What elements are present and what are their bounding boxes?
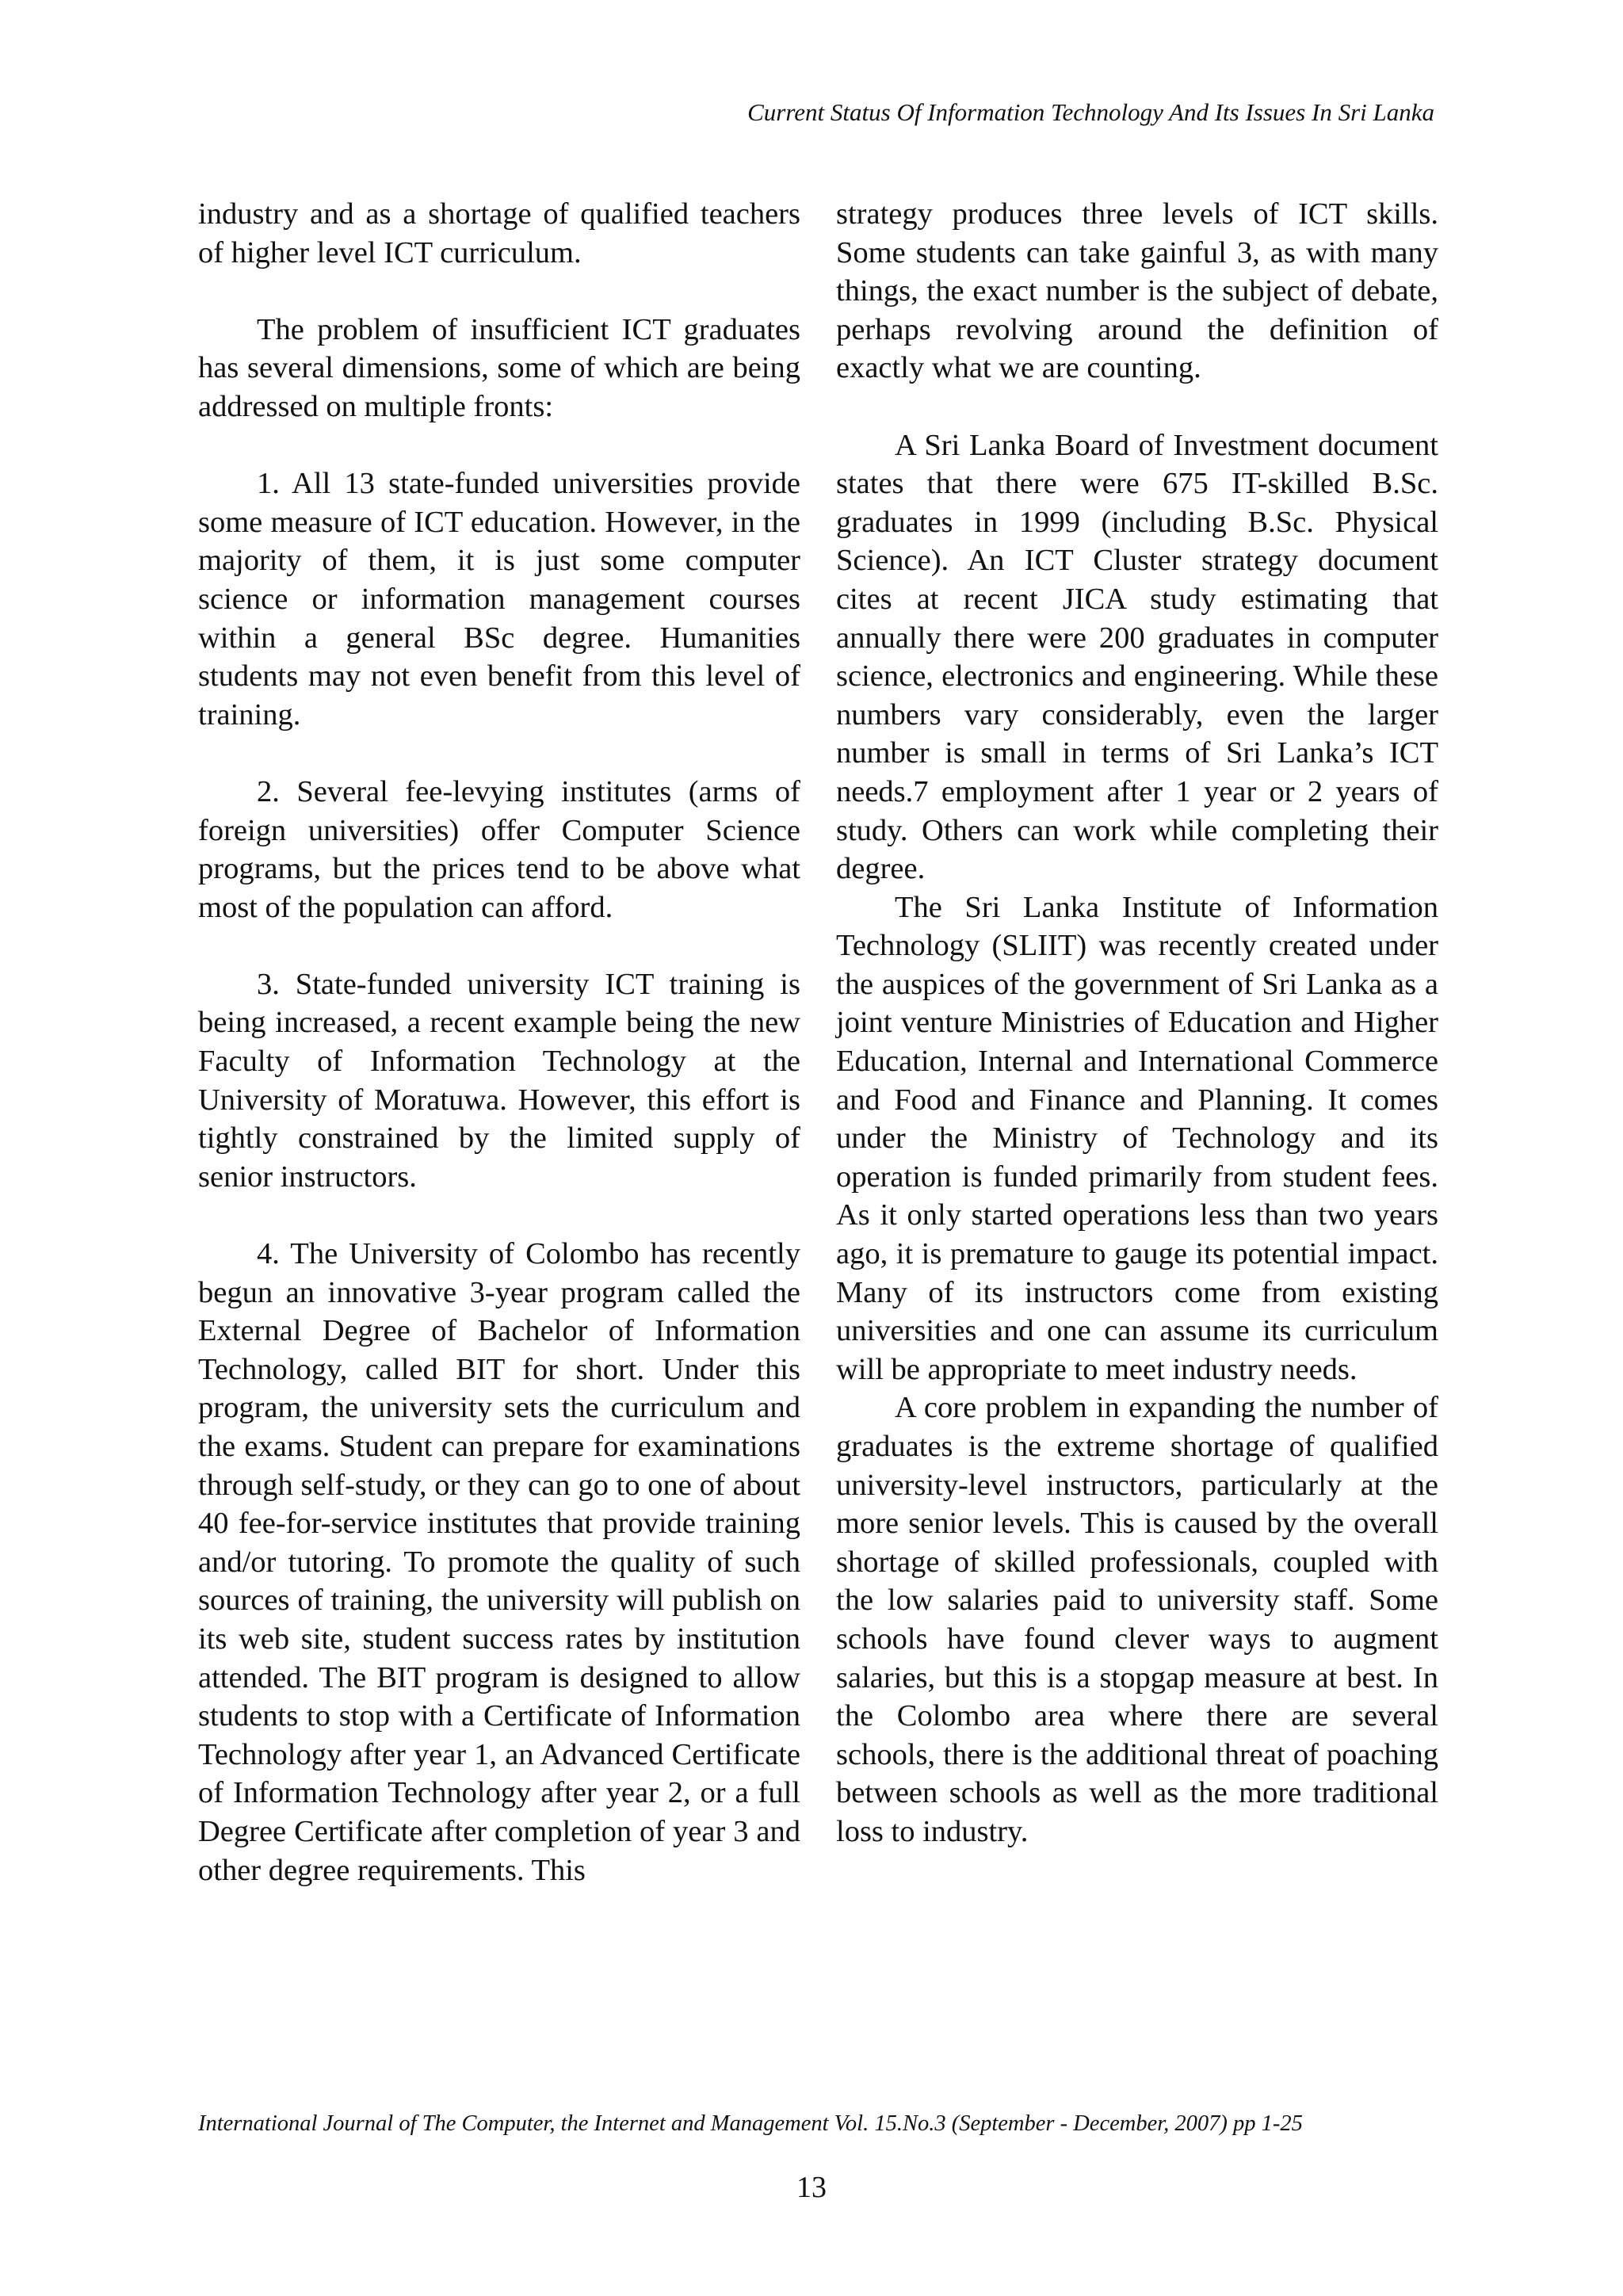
- paragraph: The problem of insufficient ICT graduates has several dimensions, some of which are being addressed on multiple fronts:: [198, 312, 800, 423]
- right-column: [836, 195, 1438, 1851]
- paragraph: A core problem in expanding the number of graduates is the extreme shortage of qualified university-level instructors, particularly at the more senior levels. This is caused by the overall shortage of skilled professionals, coupled with the low salaries paid to university staff. Some schools have found clever ways to augment salaries, but this is a stopgap measure at best. In the Colombo area where there are several schools, there is the additional threat of poaching between schools as well as the more traditional loss to industry.: [836, 1391, 1438, 1848]
- paragraph: 3. State-funded university ICT training is being increased, a recent example being the new Faculty of Information Technology at the University of Moratuwa. However, this effort is tightly constrained by the limited supply of senior instructors.: [198, 967, 800, 1194]
- journal-citation-footer: International Journal of The Computer, the Internet and Management Vol. 15.No.3 (September - December, 2007) pp 1-25: [198, 2111, 1303, 2136]
- running-header: Current Status Of Information Technology And Its Issues In Sri Lanka: [747, 98, 1434, 126]
- paragraph: industry and as a shortage of qualified teachers of higher level ICT curriculum.: [198, 197, 800, 269]
- left-column: [198, 195, 800, 1889]
- paragraph: 1. All 13 state-funded universities provide some measure of ICT education. However, in the majority of them, it is just some computer science or information management courses within a general BSc degree. Humanities students may not even benefit from this level of training.: [198, 467, 800, 732]
- paragraph: A Sri Lanka Board of Investment document states that there were 675 IT-skilled B.Sc. graduates in 1999 (including B.Sc. Physical Science). An ICT Cluster strategy document cites at recent JICA study estimating that annually there were 200 graduates in computer science, electronics and engineering. While these numbers vary considerably, even the larger number is small in terms of Sri Lanka’s ICT needs.7 employment after 1 year or 2 years of study. Others can work while completing their degree.: [836, 428, 1438, 886]
- paragraph: The Sri Lanka Institute of Information Technology (SLIIT) was recently created under the auspices of the government of Sri Lanka as a joint venture Ministries of Education and Higher Education, Internal and International Commerce and Food and Finance and Planning. It comes under the Ministry of Technology and its operation is funded primarily from student fees. As it only started operations less than two years ago, it is premature to gauge its potential impact. Many of its instructors come from existing universities and one can assume its curriculum will be appropriate to meet industry needs.: [836, 890, 1438, 1386]
- paragraph: 4. The University of Colombo has recently begun an innovative 3-year program called the External Degree of Bachelor of Information Technology, called BIT for short. Under this program, the university sets the curriculum and the exams. Student can prepare for examinations through self-study, or they can go to one of about 40 fee-for-service institutes that provide training and/or tutoring. To promote the quality of such sources of training, the university will publish on its web site, student success rates by institution attended. The BIT program is designed to allow students to stop with a Certificate of Information Technology after year 1, an Advanced Certificate of Information Technology after year 2, or a full Degree Certificate after completion of year 3 and other degree requirements. This: [198, 1237, 800, 1887]
- paragraph: 2. Several fee-levying institutes (arms of foreign universities) offer Computer Science programs, but the prices tend to be above what most of the population can afford.: [198, 774, 800, 924]
- paragraph: strategy produces three levels of ICT skills. Some students can take gainful 3, as with many things, the exact number is the subject of debate, perhaps revolving around the definition of exactly what we are counting.: [836, 197, 1438, 385]
- page-number: 13: [796, 2171, 827, 2204]
